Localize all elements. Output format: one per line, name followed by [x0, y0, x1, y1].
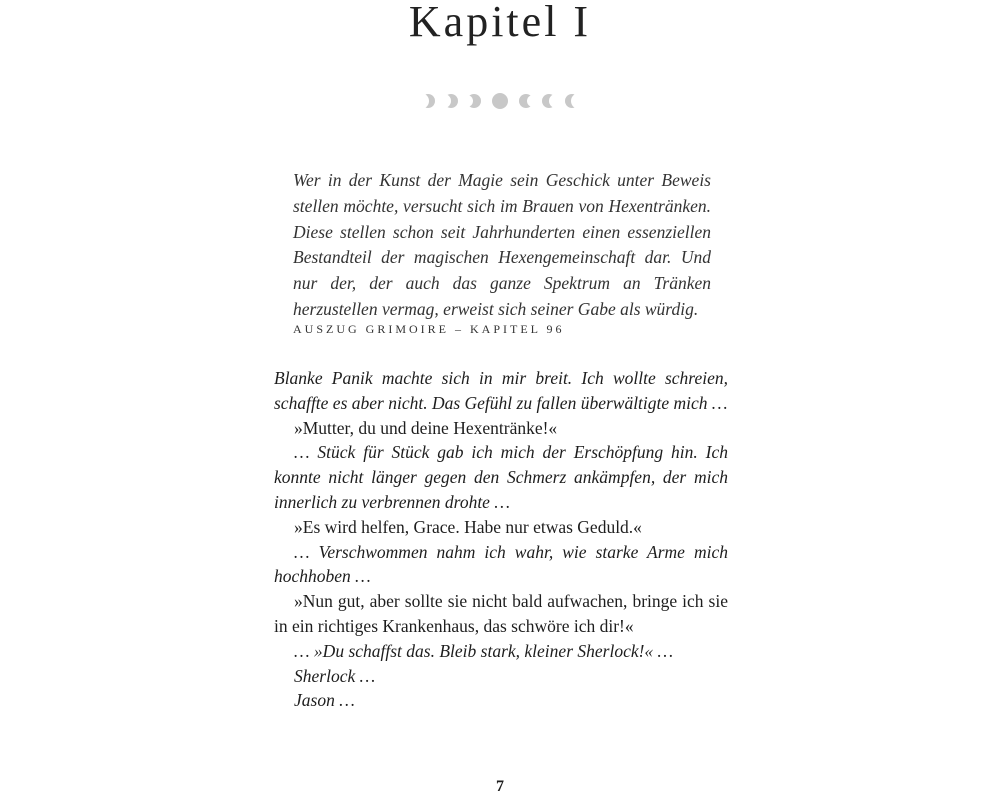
paragraph: Blanke Panik machte sich in mir breit. Ich wollte schreien, schaffte es aber nicht. Das Gefühl zu fallen überwältigte mich … [274, 368, 728, 413]
paragraph: … Verschwommen nahm ich wahr, wie starke Arme mich hochhoben … [274, 541, 728, 587]
body-text [274, 366, 728, 713]
paragraph: … Stück für Stück gab ich mich der Erschöpfung hin. Ich konnte nicht länger gegen den Schmerz ankämpfen, der mich innerlich zu verbrennen drohte … [274, 442, 728, 512]
paragraph: »Mutter, du und deine Hexentränke!« [294, 417, 558, 438]
paragraph: Sherlock … [294, 665, 376, 686]
paragraph: … »Du schaffst das. Bleib stark, kleiner Sherlock!« … [294, 640, 674, 661]
moon-phases-icon [418, 88, 588, 114]
epigraph-source: AUSZUG GRIMOIRE – KAPITEL 96 [293, 322, 565, 336]
chapter-title [0, 0, 1000, 44]
chapter-title-text: Kapitel I [408, 0, 592, 46]
epigraph [293, 168, 711, 323]
moon-phases-ornament [418, 88, 588, 114]
paragraph: Jason … [294, 690, 355, 711]
paragraph: »Es wird helfen, Grace. Habe nur etwas Geduld.« [294, 516, 642, 537]
epigraph-text: Wer in der Kunst der Magie sein Geschick unter Beweis stellen möchte, versucht sich im Brauen von Hexentränken. Diese stellen schon seit Jahrhunderten einen essenziellen Bestandteil der magischen Hexengemeinschaft dar. Und nur der, der auch das ganze Spektrum an Tränken herzustellen vermag, erweist sich seiner Gabe als würdig. [293, 170, 711, 319]
paragraph: »Nun gut, aber sollte sie nicht bald aufwachen, bringe ich sie in ein richtiges Krankenhaus, das schwöre ich dir!« [274, 591, 728, 636]
page-number: 7 [496, 778, 504, 795]
